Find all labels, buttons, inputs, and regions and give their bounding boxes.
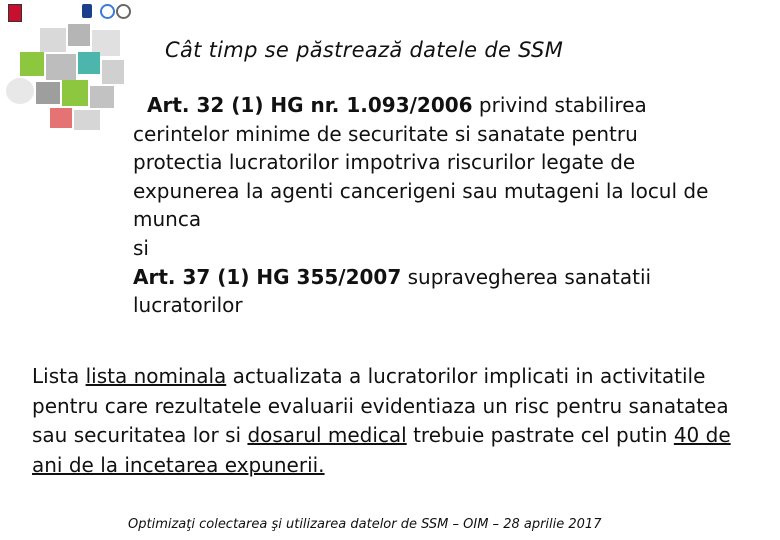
legal-references-block bbox=[133, 91, 763, 320]
term-nominal-list: lista nominala bbox=[85, 364, 227, 388]
legal-ref-2-citation: Art. 37 (1) HG 355/2007 bbox=[133, 264, 402, 289]
legal-ref-1 bbox=[133, 91, 763, 120]
ilo-logo bbox=[100, 4, 115, 19]
partner-logos bbox=[8, 4, 128, 24]
legal-ref-1-text-line1: privind stabilirea bbox=[472, 93, 647, 117]
retention-text: actualizata a lucratorilor implicati in activitatile pentru care rezultatele evaluarii evidentiaza un risc pentru sanatatea sau securitatea lor si bbox=[32, 364, 729, 447]
un-emblem bbox=[116, 4, 131, 19]
retention-word: Lista bbox=[32, 364, 86, 388]
term-medical-file: dosarul medical bbox=[247, 423, 407, 447]
legal-ref-2 bbox=[133, 263, 763, 292]
legal-ref-1-line: protectia lucratorilor impotriva riscurilor legate de bbox=[133, 150, 636, 175]
legal-ref-1-citation: Art. 32 (1) HG nr. 1.093/2006 bbox=[147, 93, 473, 117]
ro-coat-of-arms bbox=[82, 4, 92, 18]
retention-text: trebuie pastrate cel putin bbox=[406, 423, 674, 447]
legal-ref-2-line: lucratorilor bbox=[133, 293, 243, 318]
legal-ref-1-line: expunerea la agenti cancerigeni sau mutageni la locul de bbox=[133, 178, 709, 203]
legal-ref-2-text-line1: supravegherea sanatatii bbox=[401, 264, 652, 289]
retention-paragraph bbox=[32, 362, 757, 480]
connector-text: si bbox=[133, 235, 149, 260]
colorful-cubes-graphic bbox=[0, 22, 128, 134]
legal-ref-1-line: cerintelor minime de securitate si sanatate pentru bbox=[133, 121, 638, 146]
legal-ref-1-line: munca bbox=[133, 207, 202, 232]
term-retention-period: 40 de ani de la incetarea expunerii. bbox=[32, 423, 731, 477]
institution-logo bbox=[8, 4, 22, 22]
slide-footer: Optimizaţi colectarea şi utilizarea datelor de SSM – OIM – 28 aprilie 2017 bbox=[128, 517, 602, 532]
page-title: Cât timp se păstrează datele de SSM bbox=[165, 38, 564, 62]
